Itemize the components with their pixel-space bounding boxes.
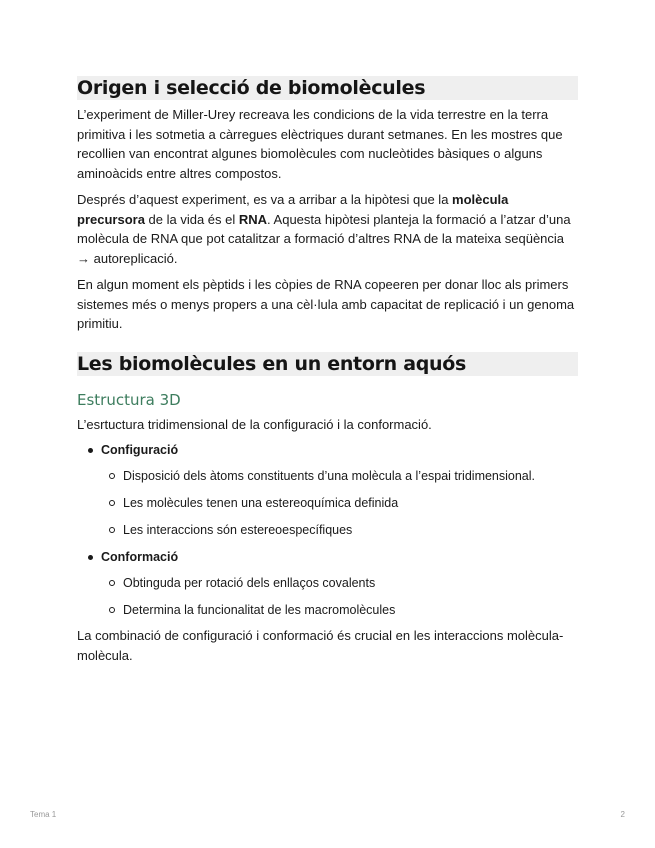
list-item-configuracio <box>77 441 578 539</box>
circle-bullet-icon <box>109 607 115 613</box>
text-fragment: Després d’aquest experiment, es va a arribar a la hipòtesi que la <box>77 192 453 207</box>
list-item-conformacio <box>77 548 578 619</box>
bold-term-molecula-precursora: molècula precursora <box>77 192 509 227</box>
paragraph-estructura-intro: L’esrtuctura tridimensional de la configuració i la conformació. <box>77 416 432 432</box>
subsection-title-estructura-3d: Estructura 3D <box>77 390 181 409</box>
paragraph-peptids: En algun moment els pèptids i les còpies de RNA copeeren per donar lloc als primers sistemes més o menys propers a una cèl·lula amb capacitat de replicació i un genoma primitiu. <box>77 277 575 331</box>
text-fragment: . Aquesta hipòtesi planteja la formació a l’atzar d’una molècula de RNA que pot catalitzar a formació d’altres RNA de la mateixa seqüència → autoreplicació. <box>77 211 571 266</box>
bullet-icon <box>88 555 93 560</box>
sublist-item-text: Disposició dels àtoms constituents d’una molècula a l’espai tridimensional. <box>123 469 536 483</box>
bullet-icon <box>88 448 93 453</box>
circle-bullet-icon <box>109 473 115 479</box>
paragraph-hipotesi <box>77 190 578 268</box>
list-item-label: Configuració <box>101 443 179 457</box>
paragraph-combinacio: La combinació de configuració i conformació és crucial en les interaccions molècula-molècula. <box>77 628 564 663</box>
section-title-origen: Origen i selecció de biomolècules <box>77 76 578 100</box>
sublist-item <box>101 601 578 619</box>
sublist-item <box>101 521 578 539</box>
sublist-item <box>101 574 578 592</box>
sublist-conformacio <box>101 574 578 619</box>
sublist-item-text: Les molècules tenen una estereoquímica definida <box>123 496 399 510</box>
sublist-item <box>101 467 578 485</box>
circle-bullet-icon <box>109 527 115 533</box>
sublist-item <box>101 494 578 512</box>
list-item-label: Conformació <box>101 550 179 564</box>
circle-bullet-icon <box>109 500 115 506</box>
circle-bullet-icon <box>109 580 115 586</box>
paragraph-miller-urey: L’experiment de Miller-Urey recreava les condicions de la vida terrestre en la terra primitiva i les sotmetia a càrregues elèctriques durant setmanes. En les mostres que recollien van encontrat algunes biomolècules com nucleòtides bàsiques o alguns aminoàcids entre altres compostos. <box>77 107 563 181</box>
sublist-item-text: Les interaccions són estereoespecífiques <box>123 523 353 537</box>
sublist-item-text: Determina la funcionalitat de les macromolècules <box>123 603 396 617</box>
text-fragment: de la vida és el <box>144 211 239 227</box>
bold-term-rna: RNA <box>238 211 268 227</box>
concept-list <box>77 441 578 619</box>
section-title-biomolecules: Les biomolècules en un entorn aquós <box>77 352 578 376</box>
footer-page-number: 2 <box>620 810 625 819</box>
sublist-configuracio <box>101 467 578 539</box>
sublist-item-text: Obtinguda per rotació dels enllaços covalents <box>123 576 376 590</box>
document-page <box>77 76 578 672</box>
footer-topic-label: Tema 1 <box>30 810 57 819</box>
